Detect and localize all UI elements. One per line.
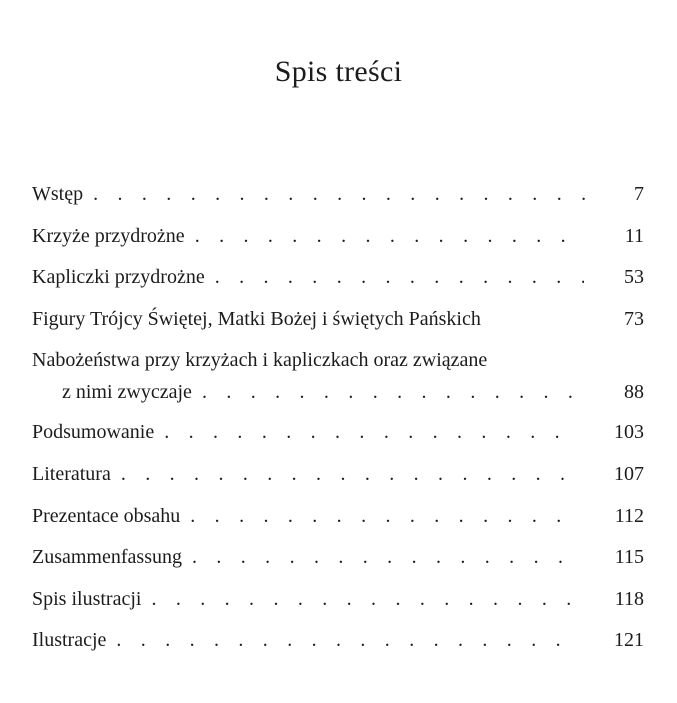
toc-entry-title-continued: z nimi zwyczaje [62,381,192,404]
dot-leader [83,178,594,210]
toc-entry-title: Ilustracje [32,629,107,652]
page-title: Spis treści [274,55,403,88]
toc-entry-title: Spis ilustracji [32,587,142,610]
toc-entry-podsumowanie [32,416,644,458]
toc-entry-zusammenfassung [32,541,644,583]
dot-leader [154,416,574,448]
dot-leader [182,541,575,573]
toc-page-number: 88 [624,381,644,404]
toc-entry-prezentace [32,500,644,542]
toc-page-number: 115 [614,546,644,569]
toc-page-number: 53 [624,266,644,289]
toc-entry-title: Podsumowanie [32,421,155,444]
toc-page-number: 7 [634,183,644,205]
toc-entry-figury [32,303,644,345]
toc-entry-title: Zusammenfassung [32,546,182,569]
toc-page-number: 103 [614,421,644,444]
toc-page-number: 118 [614,587,644,610]
toc-entry-spis-ilustracji [32,583,644,625]
dot-leader [141,583,574,615]
dot-leader [106,624,574,656]
dot-leader [192,376,584,408]
toc-entry-kapliczki [32,261,644,303]
toc-entry-krzyze [32,220,644,262]
dot-leader [185,220,585,252]
dot-leader [180,500,574,532]
toc-entry-title: Prezentace obsahu [32,504,181,527]
toc-entry-title: Wstęp [32,183,84,205]
toc-entry-wstep [32,178,644,220]
toc-entry-literatura [32,458,644,500]
toc-entry-title: Figury Trójcy Świętej, Matki Bożej i świętych Pańskich [32,307,481,330]
table-of-contents [32,178,644,666]
toc-page-number: 121 [614,629,644,652]
toc-page-number: 73 [624,307,644,330]
toc-entry-nabozenstwa [32,344,644,416]
toc-page-number: 112 [614,504,644,527]
toc-entry-title: Literatura [32,462,111,485]
toc-entry-ilustracje [32,624,644,666]
dot-leader [111,458,574,490]
toc-entry-title: Kapliczki przydrożne [32,266,205,289]
toc-page-number: 11 [624,224,644,247]
toc-entry-title: Krzyże przydrożne [32,224,185,247]
dot-leader [205,261,584,293]
toc-page-number: 107 [614,462,644,485]
toc-entry-title: Nabożeństwa przy krzyżach i kapliczkach oraz związane [32,349,488,372]
